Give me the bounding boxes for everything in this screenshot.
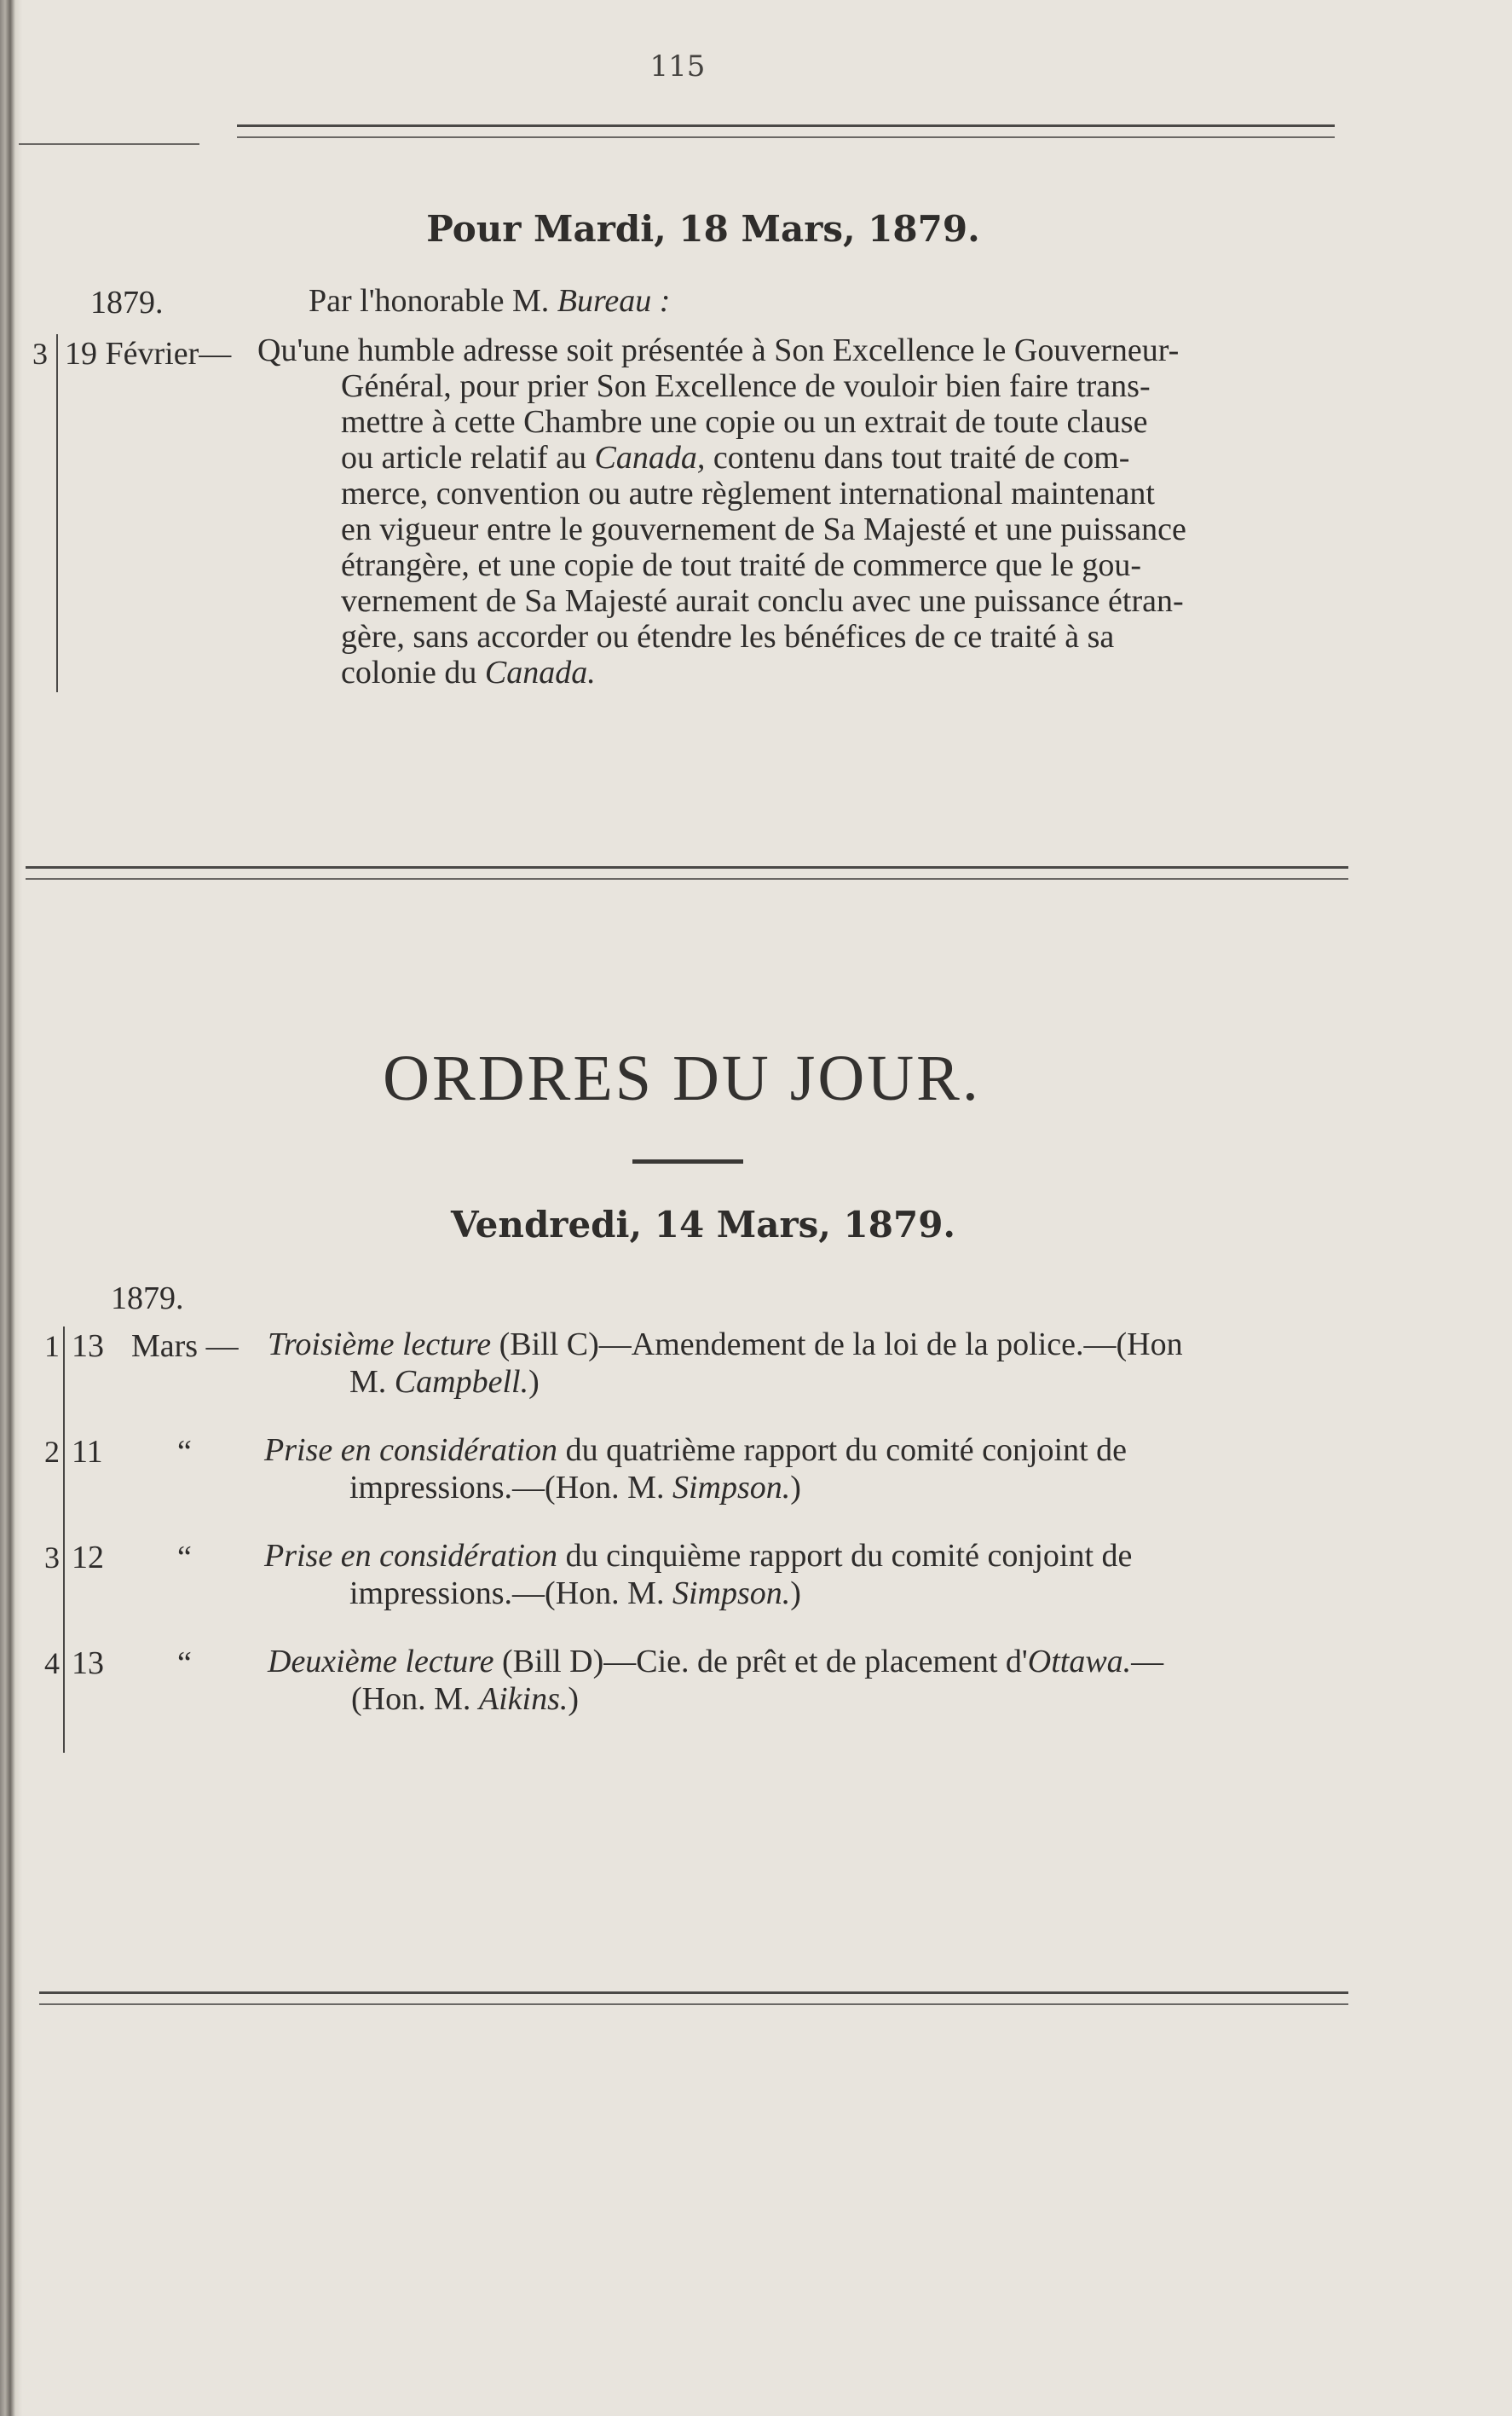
orders-margin-line — [63, 1326, 65, 1753]
order-1-line-2 — [349, 1364, 540, 1400]
order-4-day: 13 — [72, 1645, 104, 1681]
order-1-number: 1 — [44, 1329, 60, 1363]
order-1-text: (Bill C)—Amendement de la loi de la police.—(Hon — [499, 1326, 1183, 1362]
section-heading-vendredi: Vendredi, 14 Mars, 1879. — [450, 1204, 956, 1246]
order-4-month: “ — [177, 1645, 192, 1681]
order-4-number: 4 — [44, 1646, 60, 1680]
motion-number: 3 — [32, 337, 48, 371]
order-3-text: du cinquième rapport du comité conjoint de — [565, 1538, 1133, 1574]
order-1-month: Mars — — [131, 1328, 239, 1364]
order-3-number: 3 — [44, 1540, 60, 1575]
motion-line-3: mettre à cette Chambre une copie ou un extrait de toute clause — [341, 404, 1148, 440]
order-4-body — [268, 1644, 1359, 1679]
motion-line-5: merce, convention ou autre règlement international maintenant — [341, 476, 1155, 512]
order-2-member: Simpson. — [672, 1470, 791, 1506]
order-3-day: 12 — [72, 1540, 104, 1575]
motion-line-10-italic: Canada. — [484, 655, 596, 691]
byline-text: Par l'honorable M. — [309, 283, 550, 319]
order-2-day: 11 — [72, 1434, 103, 1470]
order-2-italic: Prise en considération — [264, 1432, 558, 1468]
motion-line-7: étrangère, et une copie de tout traité de commerce que le gou- — [341, 547, 1141, 583]
section-heading-mardi: Pour Mardi, 18 Mars, 1879. — [426, 208, 980, 250]
order-2-text: du quatrième rapport du comité conjoint de — [565, 1432, 1128, 1468]
page-binding-edge — [0, 0, 22, 2416]
ordres-du-jour-title: ORDRES DU JOUR. — [383, 1043, 981, 1114]
motion-line-4-post: contenu dans tout traité de com- — [713, 440, 1130, 476]
order-4-italic: Deuxième lecture — [268, 1644, 494, 1679]
order-4-close: ) — [568, 1681, 580, 1717]
motion-line-8: vernement de Sa Majesté aurait conclu avec une puissance étran- — [341, 583, 1184, 619]
byline-name: Bureau : — [557, 283, 671, 319]
motion-line-10-pre: colonie du — [341, 655, 477, 691]
order-2-number: 2 — [44, 1435, 60, 1469]
motion-date: 19 Février— — [65, 336, 232, 372]
order-4-dash: — — [1131, 1644, 1164, 1679]
order-4-line-2 — [351, 1681, 579, 1717]
order-1-body — [268, 1326, 1359, 1362]
bottom-rule-lower — [39, 2003, 1348, 2005]
motion-body — [341, 368, 1343, 691]
order-3-line-2 — [349, 1575, 801, 1611]
page-number: 115 — [649, 49, 706, 84]
motion-line-4 — [341, 440, 1343, 476]
order-3-body — [264, 1538, 1355, 1574]
order-1-day: 13 — [72, 1328, 104, 1364]
top-rule-left — [19, 143, 199, 145]
motion-line-4-pre: ou article relatif au — [341, 440, 587, 476]
middle-rule-lower — [26, 878, 1348, 880]
order-2-close: ) — [790, 1470, 801, 1506]
order-4-hon: (Hon. M. — [351, 1681, 471, 1717]
order-3-close: ) — [790, 1575, 801, 1611]
order-1-hon: M. — [349, 1364, 387, 1400]
section1-byline — [309, 283, 670, 319]
order-2-hon: impressions.—(Hon. M. — [349, 1470, 665, 1506]
section2-year: 1879. — [111, 1280, 184, 1316]
order-1-italic: Troisième lecture — [268, 1326, 492, 1362]
order-2-month: “ — [177, 1434, 192, 1470]
order-4-city: Ottawa. — [1027, 1644, 1132, 1679]
motion-line-10 — [341, 655, 1343, 691]
top-rule-right-lower — [237, 136, 1335, 138]
order-4-text: (Bill D)—Cie. de prêt et de placement d' — [502, 1644, 1028, 1679]
section1-margin-line — [56, 334, 58, 692]
order-4-member: Aikins. — [478, 1681, 568, 1717]
motion-line-1: Qu'une humble adresse soit présentée à Son Excellence le Gouverneur- — [257, 332, 1180, 368]
motion-line-6: en vigueur entre le gouvernement de Sa Majesté et une puissance — [341, 512, 1186, 547]
order-3-member: Simpson. — [672, 1575, 791, 1611]
motion-line-2: Général, pour prier Son Excellence de vouloir bien faire trans- — [341, 368, 1151, 404]
motion-line-9: gère, sans accorder ou étendre les bénéfices de ce traité à sa — [341, 619, 1115, 655]
motion-line-4-italic: Canada, — [594, 440, 706, 476]
order-1-member: Campbell. — [394, 1364, 529, 1400]
section1-year: 1879. — [90, 285, 164, 321]
title-underline-bar — [632, 1159, 743, 1164]
middle-rule — [26, 866, 1348, 869]
order-3-italic: Prise en considération — [264, 1538, 558, 1574]
order-2-line-2 — [349, 1470, 801, 1506]
bottom-rule — [39, 1991, 1348, 1994]
order-3-month: “ — [177, 1540, 192, 1575]
top-rule-right — [237, 124, 1335, 127]
order-2-body — [264, 1432, 1355, 1468]
order-3-hon: impressions.—(Hon. M. — [349, 1575, 665, 1611]
order-1-close: ) — [528, 1364, 540, 1400]
